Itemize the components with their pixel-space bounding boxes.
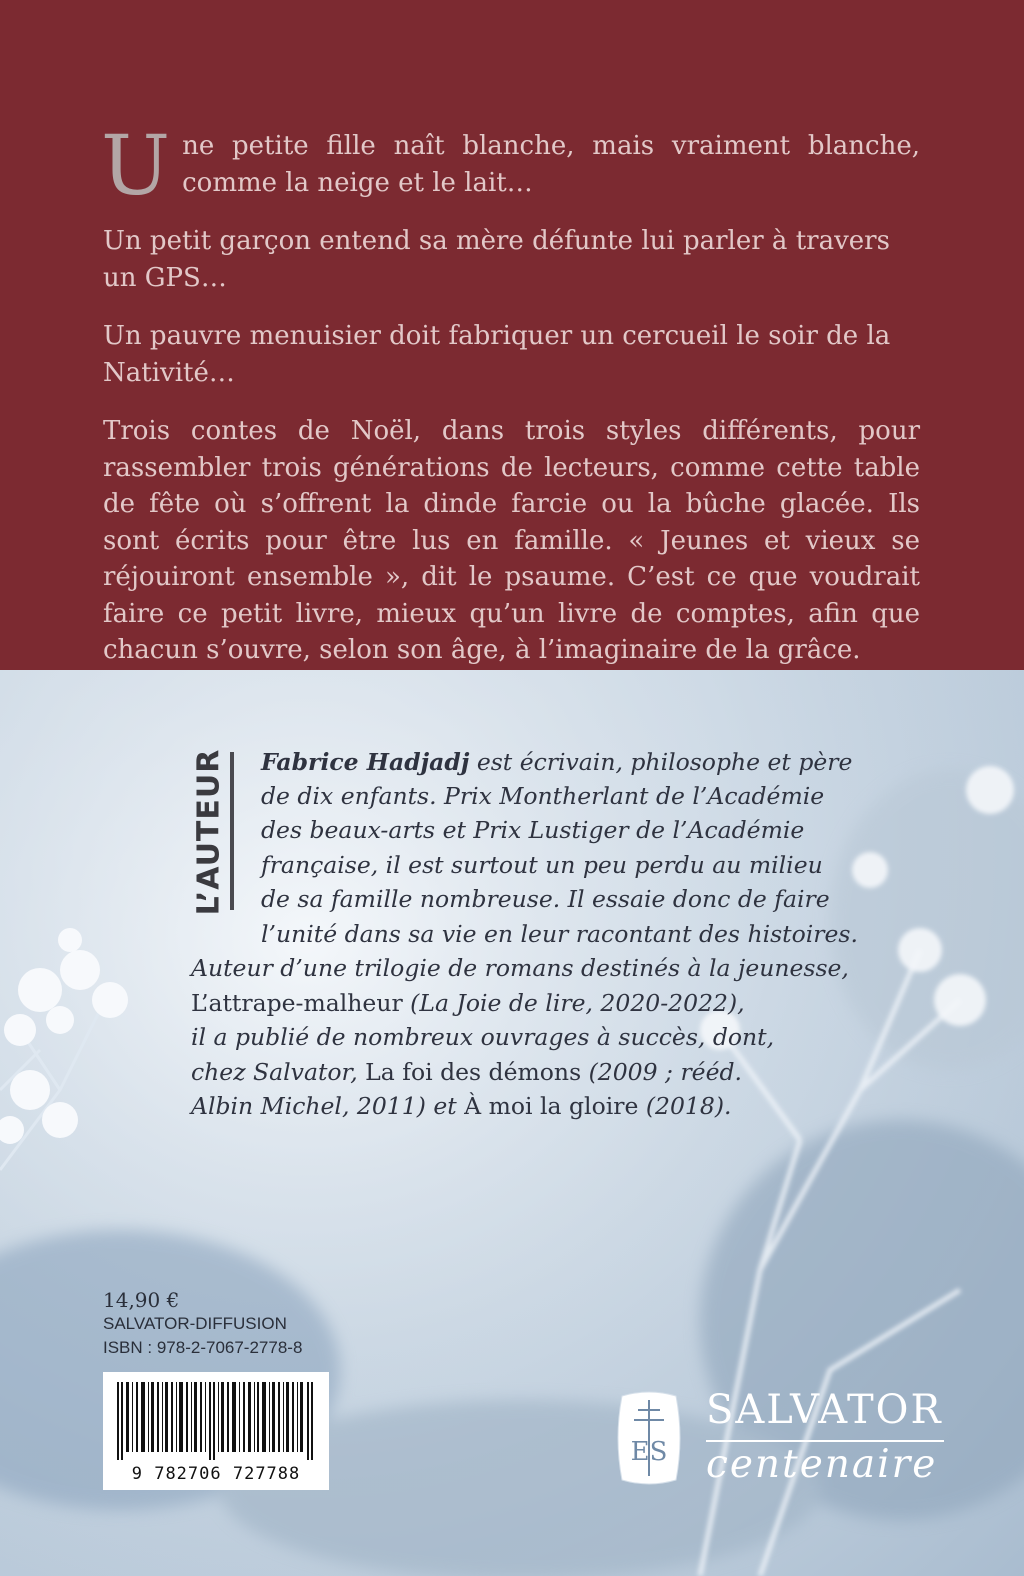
blurb-paragraph-2: Un petit garçon entend sa mère défunte lui parler à travers un GPS…	[103, 226, 890, 293]
distributor: SALVATOR-DIFFUSION	[103, 1314, 287, 1333]
author-bio-line-3: des beaux-arts et Prix Lustiger de l’Académie	[261, 816, 805, 844]
barcode-number: 9 782706 727788	[131, 1464, 301, 1484]
author-name: Fabrice Hadjadj	[261, 748, 470, 776]
author-label-text: L’AUTEUR	[191, 748, 227, 916]
salvator-seal-icon	[612, 1390, 686, 1486]
author-bio-line-10: chez Salvator, La foi des démons (2009 ; rééd.	[191, 1058, 743, 1086]
author-bio-line-7: Auteur d’une trilogie de romans destinés à la jeunesse,	[191, 954, 849, 982]
author-section-label	[187, 748, 231, 916]
barcode	[103, 1372, 329, 1490]
blurb-paragraph-4: Trois contes de Noël, dans trois styles différents, pour rassembler trois générations de lecteurs, comme cette table de fête où s’offrent la dinde farcie ou la bûche glacée. Ils sont écrits pour être lus en famille. « Jeunes et vieux se réjouiront ensemble », dit le psaume. C’est ce que voudrait faire ce petit livre, mieux qu’un livre de comptes, afin que chacun s’ouvre, selon son âge, à l’imaginaire de la grâce.	[103, 416, 920, 665]
blurb-text	[101, 119, 920, 691]
blurb-paragraph-1	[101, 119, 920, 214]
price: 14,90 €	[103, 1288, 180, 1312]
book-title-attrape-malheur: L’attrape-malheur	[191, 989, 403, 1017]
blurb-paragraph-1-text: ne petite fille naît blanche, mais vraiment blanche, comme la neige et le lait…	[182, 131, 920, 198]
author-bio-line-5: de sa famille nombreuse. Il essaie donc de faire	[261, 885, 830, 913]
book-title-foi-des-demons: La foi des démons	[365, 1058, 582, 1086]
author-bio-line-1: Fabrice Hadjadj est écrivain, philosophe et père	[261, 748, 853, 776]
author-label-divider	[230, 752, 234, 910]
isbn: ISBN : 978-2-7067-2778-8	[103, 1338, 303, 1357]
author-bio-line-11: Albin Michel, 2011) et À moi la gloire (2018).	[191, 1092, 732, 1120]
author-bio-line-8: L’attrape-malheur (La Joie de lire, 2020-2022),	[191, 989, 745, 1017]
author-bio-line-4: française, il est surtout un peu perdu au milieu	[261, 851, 823, 879]
seal-letters: ES	[630, 1437, 668, 1467]
blurb-paragraph-3: Un pauvre menuisier doit fabriquer un cercueil le soir de la Nativité…	[103, 321, 891, 388]
book-title-a-moi-la-gloire: À moi la gloire	[464, 1092, 639, 1120]
publisher-name: SALVATOR	[706, 1387, 943, 1433]
barcode-bars	[113, 1382, 319, 1460]
author-bio-line-9: il a publié de nombreux ouvrages à succès, dont,	[191, 1023, 775, 1051]
drop-cap: U	[101, 119, 171, 214]
author-bio-line-2: de dix enfants. Prix Montherlant de l’Académie	[261, 782, 825, 810]
author-bio-line-6: l’unité dans sa vie en leur racontant des histoires.	[261, 920, 858, 948]
publisher-subtitle: centenaire	[706, 1442, 938, 1487]
